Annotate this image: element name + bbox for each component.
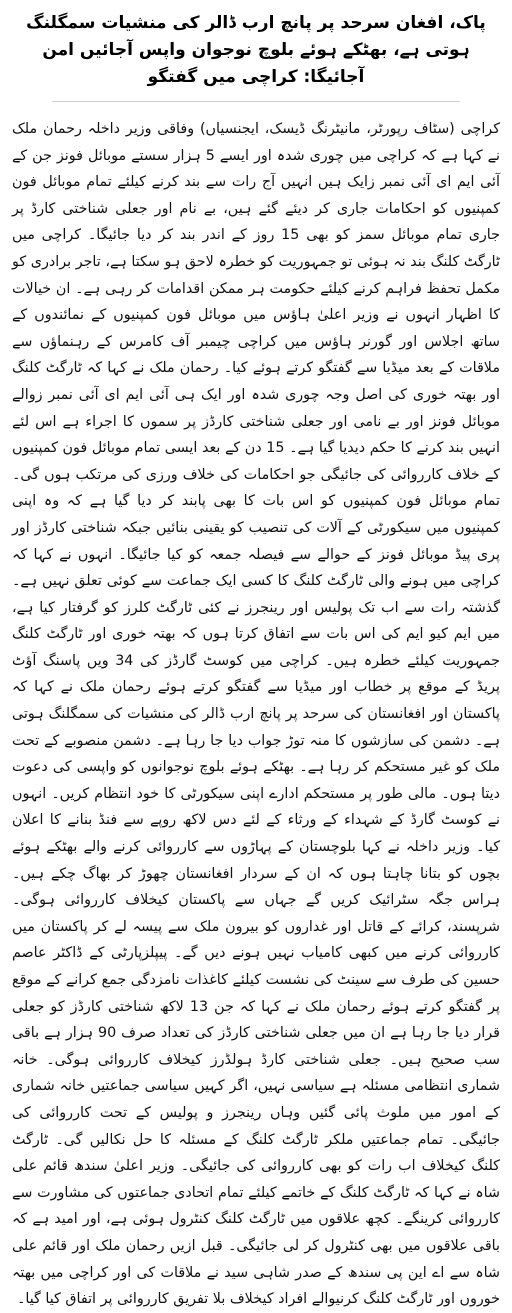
- article-body: کراچی (سٹاف رپورٹر، مانیٹرنگ ڈیسک، ایجنسیاں) وفاقی وزیر داخلہ رحمان ملک نے کہا ہے کہ کراچی میں چوری شدہ اور ایسے 5 ہزار سستے موبائل فونز جن کے آئی ایم ای آئی نمبر زایک ہیں انہیں آج رات سے بند کرنے کیلئے تمام موبائل فون کمپنیوں کو احکامات جاری کر دیئے گئے ہیں، بے نام اور جعلی شناختی کارڈ پر جاری تمام موبائل سمز کو بھی 15 روز کے اندر بند کر دیا جائیگا۔ کراچی میں ٹارگٹ کلنگ بند نہ ہوئی تو جمہوریت کو خطرہ لاحق ہو سکتا ہے، تاجر برادری کو مکمل تحفظ فراہم کرنے کیلئے حکومت ہر ممکن اقدامات کر رہی ہے۔ ان خیالات کا اظہار انہوں نے وزیر اعلیٰ ہاؤس میں موبائل فون کمپنیوں کے نمائندوں کے ساتھ اجلاس اور گورنر ہاؤس میں کراچی چیمبر آف کامرس کے رہنماؤں سے ملاقات کے بعد میڈیا سے گفتگو کرتے ہوئے کیا۔ رحمان ملک نے کہا کہ ٹارگٹ کلنگ اور بھتہ خوری کی اصل وجہ چوری شدہ اور ایک ہی آئی ایم ای آئی نمبر زوالے موبائل فونز اور بے نامی اور جعلی شناختی کارڈز پر سموں کا اجراء ہے اس لئے انہیں بند کرنے کا حکم دیدیا گیا ہے۔ 15 دن کے بعد ایسی تمام موبائل فون کمپنیوں کے خلاف کارروائی کی جائیگی جو احکامات کی خلاف ورزی کی مرتکب ہوں گی۔ تمام موبائل فون کمپنیوں کو اس بات کا بھی پابند کر دیا گیا ہے کہ وہ اپنی کمپنیوں میں سیکورٹی کے آلات کی تنصیب کو یقینی بنائیں جبکہ شناختی کارڈز اور پری پیڈ موبائل فونز کے حوالے سے فیصلہ جمعہ کو کیا جائیگا۔ انہوں نے کہا کہ کراچی میں ہونے والی ٹارگٹ کلنگ کا کسی ایک جماعت سے کوئی تعلق نہیں ہے۔ گذشتہ رات سے اب تک پولیس اور رینجرز نے کئی ٹارگٹ کلرز کو گرفتار کیا ہے، میں ایم کیو ایم کی اس بات سے اتفاق کرتا ہوں کہ بھتہ خوری اور ٹارگٹ کلنگ جمہوریت کیلئے خطرہ ہیں۔ کراچی میں کوسٹ گارڈز کی 34 ویں پاسنگ آؤٹ پریڈ کے موقع پر خطاب اور میڈیا سے گفتگو کرتے ہوئے رحمان ملک نے کہا کہ پاکستان اور افغانستان کی سرحد پر پانچ ارب ڈالر کی منشیات کی سمگلنگ ہوتی ہے۔ دشمن کی سازشوں کا منہ توڑ جواب دیا جا رہا ہے۔ دشمن منصوبے کے تحت ملک کو غیر مستحکم کر رہا ہے۔ بھٹکے ہوئے بلوچ نوجوانوں کو واپسی کی دعوت دیتا ہوں۔ مالی طور پر مستحکم ادارے اپنی سیکورٹی کا خود انتظام کریں۔ انہوں نے کوسٹ گارڈ کے شہداء کے ورثاء کے لئے دس لاکھ روپے سے فنڈ بنانے کا اعلان کیا۔ وزیر داخلہ نے کہا بلوچستان کے پہاڑوں سے کارروائی کرنے والے بھٹکے ہوئے بچوں کو بتانا چاہتا ہوں کہ ان کے سردار افغانستان چھوڑ کر بھاگ چکے ہیں۔ ہراس جگہ سٹرائیک کریں گے جہاں سے پاکستان کیخلاف کارروائی ہوگی۔ شرپسند، کرائے کے قاتل اور غداروں کو بیرون ملک سے پیسہ لے کر پاکستان میں کارروائی کرنے میں کبھی کامیاب نہیں ہونے دیں گے۔ پیپلزپارٹی کے ڈاکٹر عاصم حسین کی طرف سے سینٹ کی نشست کیلئے کاغذات نامزدگی جمع کرانے کے موقع پر گفتگو کرتے ہوئے رحمان ملک نے کہا کہ جن 13 لاکھ شناختی کارڈز کو جعلی قرار دیا جا رہا ہے ان میں جعلی شناختی کارڈز کی تعداد صرف 90 ہزار ہے باقی سب صحیح ہیں۔ جعلی شناختی کارڈ ہولڈرز کیخلاف کارروائی ہوگی۔ خانہ شماری انتظامی مسئلہ ہے سیاسی نہیں، اگر کہیں سیاسی جماعتیں خانہ شماری کے امور میں ملوث پائی گئیں وہاں رینجرز و پولیس کے تحت کارروائی کی جائیگی۔ تمام جماعتیں ملکر ٹارگٹ کلنگ کے مسئلہ کا حل نکالیں گی۔ ٹارگٹ کلنگ کیخلاف اب رات کو بھی کارروائی کی جائیگی۔ وزیر اعلیٰ سندھ قائم علی شاہ نے کہا کہ ٹارگٹ کلنگ کے خاتمے کیلئے تمام اتحادی جماعتوں کی مشاورت سے کارروائی کرینگے۔ کچھ علاقوں میں ٹارگٹ کلنگ کنٹرول ہوئی ہے، اور امید ہے کہ باقی علاقوں میں بھی کنٹرول کر لی جائیگی۔ قبل ازیں رحمان ملک اور قائم علی شاہ سے اے این پی سندھ کے صدر شاہی سید نے ملاقات کی اور کراچی میں بھتہ خوروں اور ٹارگٹ کلنگ کرنیوالے افراد کیخلاف بلا تفریق کارروائی پر اتفاق کیا گیا۔: [12, 121, 500, 1308]
- article-headline: پاک، افغان سرحد پر پانچ ارب ڈالر کی منشیات سمگلنگ ہوتی ہے، بھٹکے ہوئے بلوچ نوجوان واپس آجائیں امن آجائیگا: کراچی میں گفتگو: [26, 13, 486, 87]
- headline-divider: [52, 101, 460, 102]
